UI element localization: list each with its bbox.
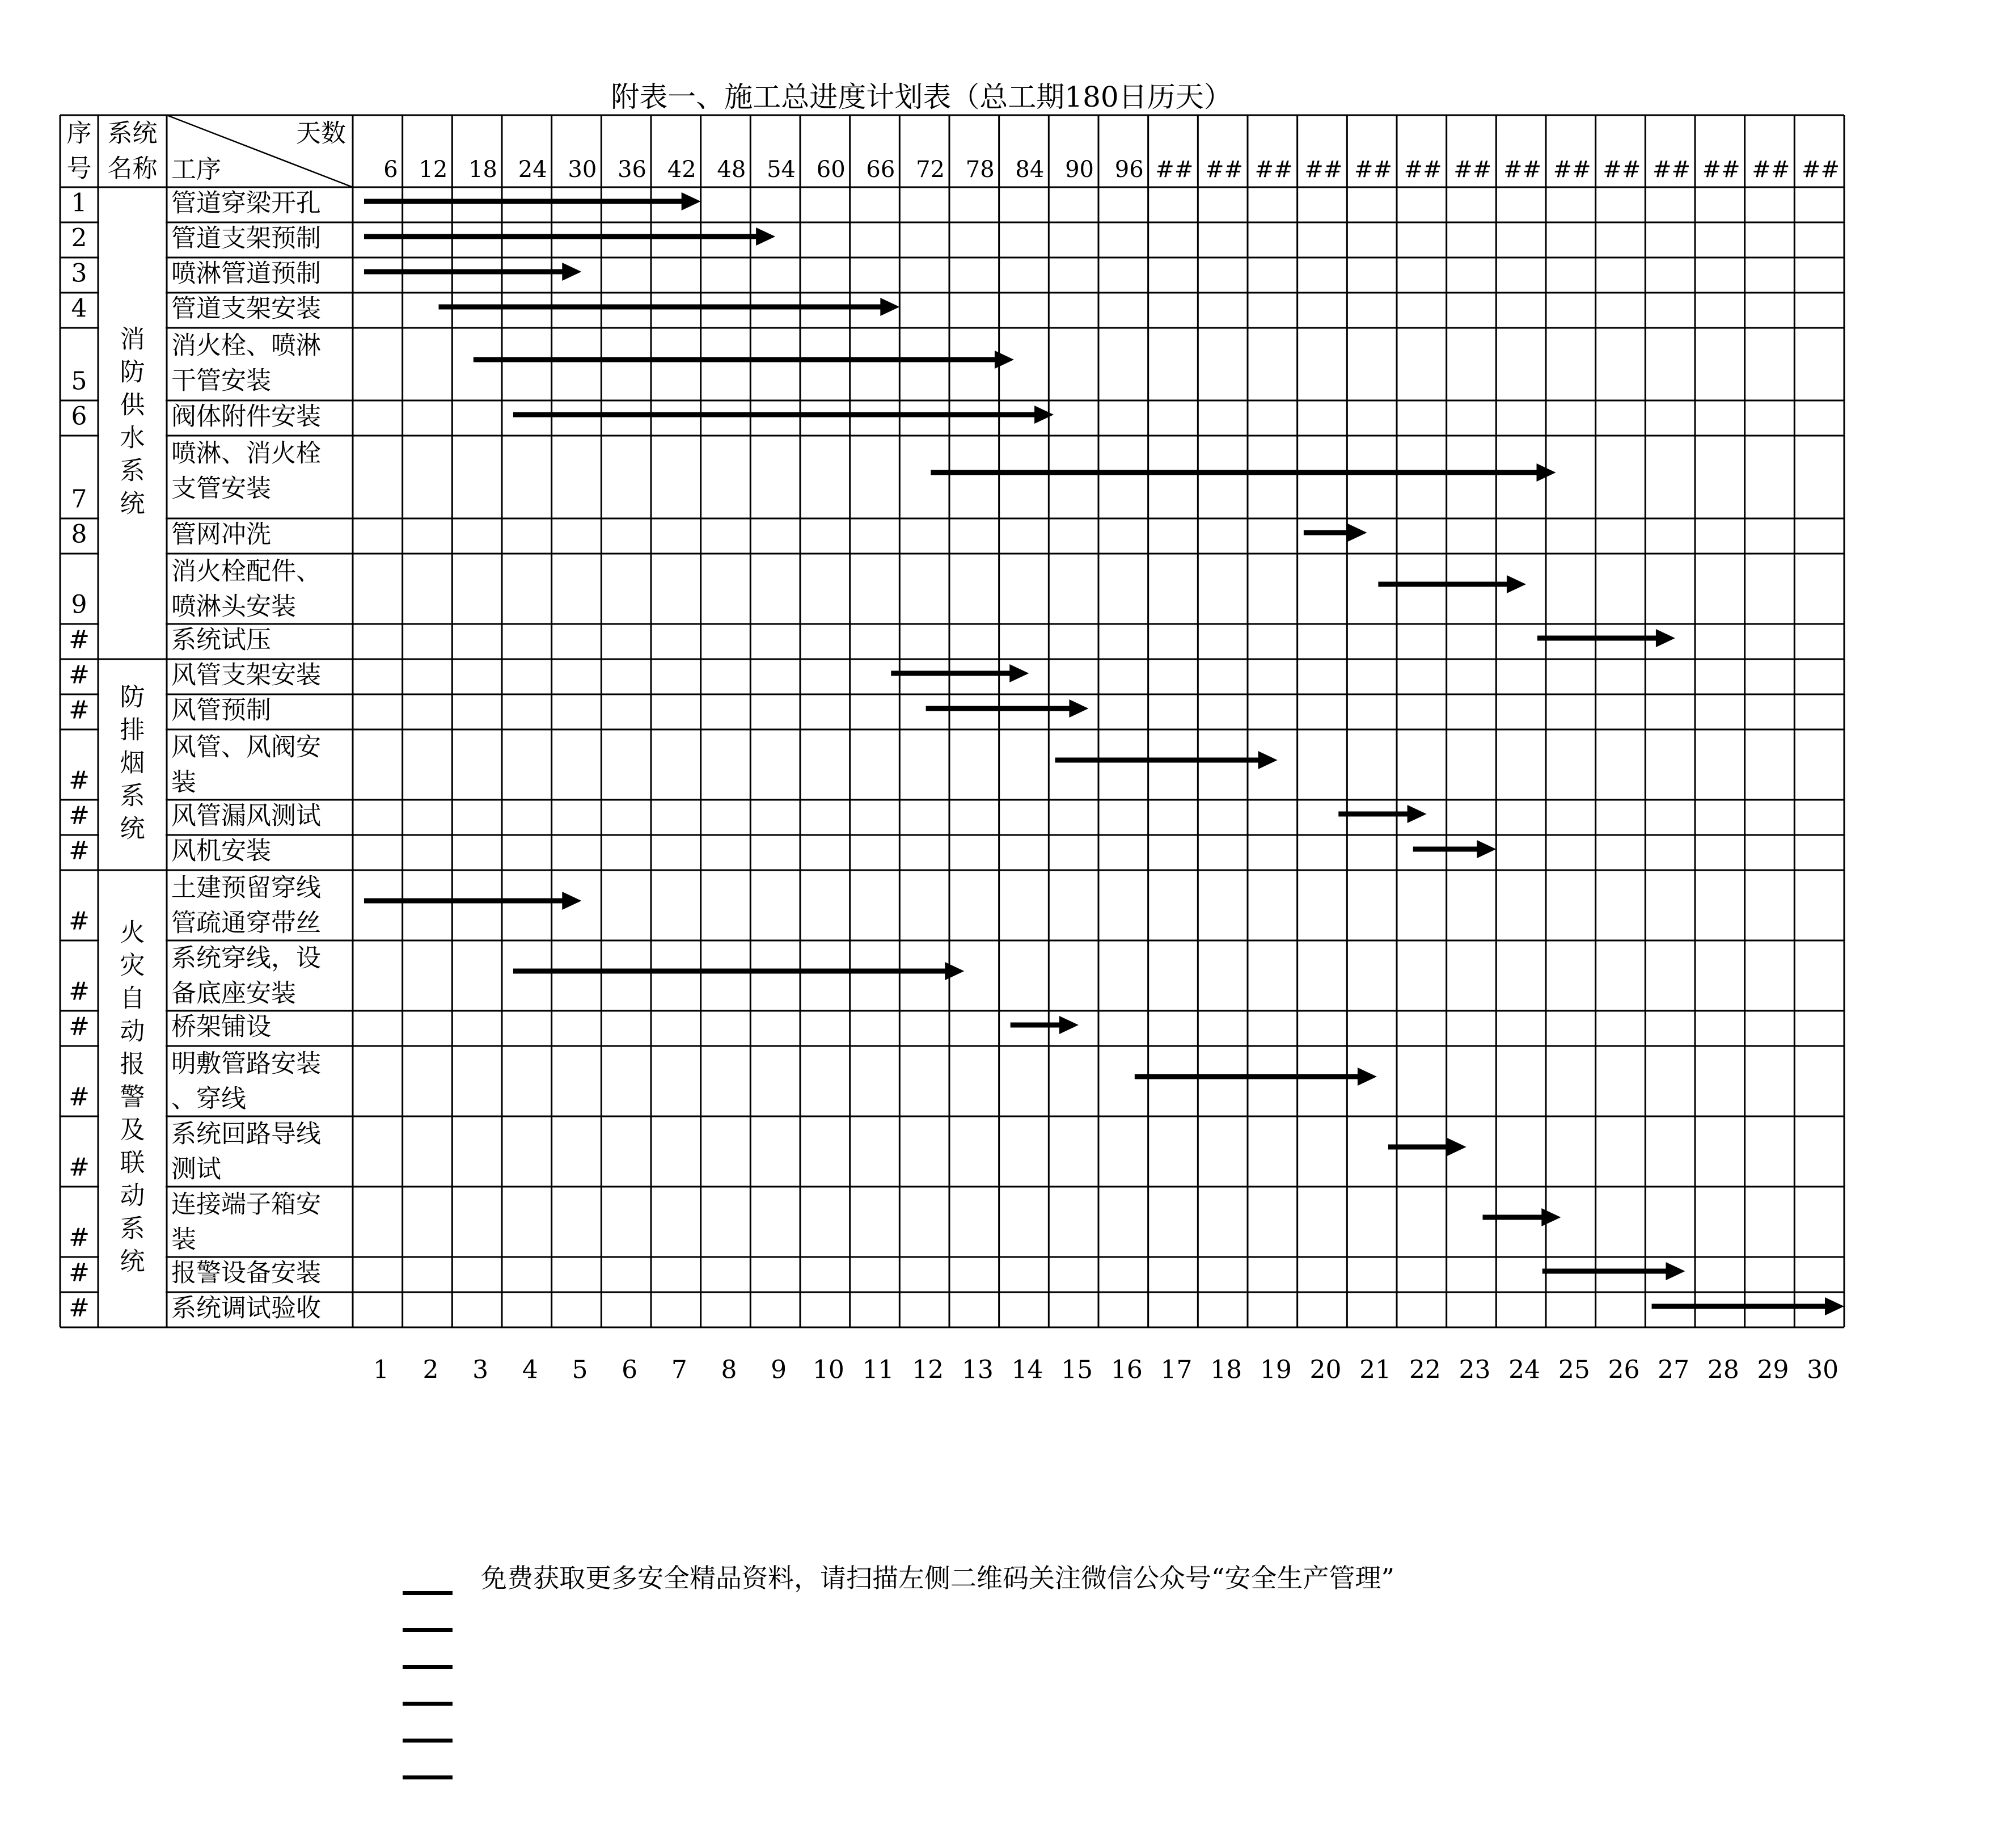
task-number: # bbox=[69, 695, 90, 725]
column-number: 9 bbox=[771, 1355, 787, 1385]
column-number: 2 bbox=[422, 1355, 439, 1385]
column-number: 13 bbox=[961, 1355, 994, 1385]
task-arrow-head bbox=[1059, 1016, 1079, 1034]
system-name-char: 防 bbox=[120, 682, 145, 712]
task-number: # bbox=[69, 625, 90, 655]
day-label: ## bbox=[1354, 157, 1392, 183]
task-number: # bbox=[69, 1258, 90, 1288]
footer-note: 免费获取更多安全精品资料，请扫描左侧二维码关注微信公众号“安全生产管理” bbox=[481, 1563, 1395, 1593]
day-label: 90 bbox=[1065, 157, 1094, 183]
task-number: # bbox=[69, 1223, 90, 1252]
task-name: 消火栓、喷淋 bbox=[171, 331, 321, 360]
column-number: 7 bbox=[671, 1355, 687, 1385]
task-arrow-head bbox=[1666, 1262, 1685, 1280]
task-name: 管道支架安装 bbox=[171, 294, 321, 323]
task-arrow-head bbox=[756, 227, 775, 246]
day-label: ## bbox=[1752, 157, 1790, 183]
task-number: # bbox=[69, 660, 90, 690]
day-label: 36 bbox=[618, 157, 646, 183]
system-name-char: 及 bbox=[120, 1115, 145, 1145]
column-number: 24 bbox=[1508, 1355, 1541, 1385]
system-name-char: 警 bbox=[120, 1082, 145, 1112]
day-label: 6 bbox=[383, 157, 398, 183]
system-name-char: 系 bbox=[120, 1214, 145, 1243]
column-number: 18 bbox=[1210, 1355, 1242, 1385]
task-name: 系统回路导线 bbox=[171, 1119, 321, 1149]
task-number: 7 bbox=[71, 484, 87, 514]
day-label: 54 bbox=[767, 157, 796, 183]
header-system: 名称 bbox=[107, 154, 158, 183]
system-name-char: 系 bbox=[120, 781, 145, 811]
column-number: 1 bbox=[373, 1355, 389, 1385]
day-label: ## bbox=[1404, 157, 1442, 183]
task-arrow-head bbox=[880, 298, 899, 316]
day-label: ## bbox=[1553, 157, 1591, 183]
column-number: 25 bbox=[1558, 1355, 1590, 1385]
qr-placeholder-line bbox=[403, 1739, 453, 1743]
column-number: 4 bbox=[522, 1355, 538, 1385]
system-name-char: 排 bbox=[120, 715, 145, 745]
column-number: 11 bbox=[862, 1355, 894, 1385]
qr-placeholder-line bbox=[403, 1591, 453, 1595]
day-label: ## bbox=[1254, 157, 1293, 183]
column-number: 14 bbox=[1011, 1355, 1043, 1385]
day-label: 48 bbox=[717, 157, 746, 183]
task-name: 报警设备安装 bbox=[171, 1258, 321, 1288]
task-arrow-head bbox=[562, 892, 581, 910]
task-name: 装 bbox=[171, 767, 196, 797]
task-number: # bbox=[69, 1082, 90, 1112]
day-label: 72 bbox=[916, 157, 945, 183]
day-label: 18 bbox=[468, 157, 497, 183]
task-arrow-head bbox=[995, 351, 1014, 369]
system-name-char: 动 bbox=[120, 1016, 145, 1046]
task-name: 风管漏风测试 bbox=[171, 801, 321, 830]
day-label: ## bbox=[1603, 157, 1641, 183]
task-number: 9 bbox=[71, 590, 87, 619]
system-name-char: 供 bbox=[120, 390, 145, 420]
day-label: 12 bbox=[419, 157, 448, 183]
system-name-char: 统 bbox=[120, 489, 145, 518]
task-name: 管疏通穿带丝 bbox=[171, 908, 321, 938]
day-label: 42 bbox=[667, 157, 696, 183]
system-name-char: 联 bbox=[120, 1148, 145, 1178]
column-number: 6 bbox=[622, 1355, 638, 1385]
column-number: 3 bbox=[472, 1355, 489, 1385]
day-label: 24 bbox=[518, 157, 547, 183]
task-name: 明敷管路安装 bbox=[171, 1049, 321, 1078]
task-number: 8 bbox=[71, 520, 87, 549]
column-number: 30 bbox=[1807, 1355, 1839, 1385]
task-number: 3 bbox=[71, 259, 87, 288]
task-name: 备底座安装 bbox=[171, 978, 296, 1008]
column-number: 28 bbox=[1707, 1355, 1739, 1385]
task-name: 管道支架预制 bbox=[171, 223, 321, 253]
column-number: 10 bbox=[812, 1355, 844, 1385]
task-name: 连接端子箱安 bbox=[171, 1189, 321, 1219]
day-label: ## bbox=[1304, 157, 1343, 183]
system-name-char: 统 bbox=[120, 1247, 145, 1276]
task-name: 系统穿线，设 bbox=[171, 943, 321, 973]
header-index: 号 bbox=[66, 154, 92, 183]
page-title: 附表一、施工总进度计划表（总工期180日历天） bbox=[611, 81, 1232, 113]
column-number: 8 bbox=[721, 1355, 737, 1385]
task-arrow-head bbox=[1507, 575, 1526, 593]
task-name: 干管安装 bbox=[171, 366, 271, 395]
task-name: 风管预制 bbox=[171, 695, 271, 725]
task-arrow-head bbox=[1477, 840, 1496, 858]
column-number: 17 bbox=[1160, 1355, 1193, 1385]
system-name-char: 系 bbox=[120, 456, 145, 486]
column-number: 21 bbox=[1359, 1355, 1392, 1385]
task-arrow-head bbox=[1447, 1138, 1466, 1156]
task-arrow-head bbox=[1656, 629, 1675, 647]
task-name: 管道穿梁开孔 bbox=[171, 188, 321, 218]
system-name-char: 水 bbox=[120, 423, 145, 453]
task-arrow-head bbox=[1347, 524, 1367, 542]
system-name-char: 自 bbox=[120, 984, 145, 1013]
qr-placeholder-line bbox=[403, 1665, 453, 1669]
column-number: 29 bbox=[1757, 1355, 1789, 1385]
column-number: 23 bbox=[1459, 1355, 1491, 1385]
column-number: 27 bbox=[1658, 1355, 1690, 1385]
task-number: # bbox=[69, 1153, 90, 1182]
system-name-char: 灾 bbox=[120, 951, 145, 980]
task-arrow-head bbox=[1358, 1068, 1377, 1086]
day-label: ## bbox=[1702, 157, 1740, 183]
system-name-char: 动 bbox=[120, 1181, 145, 1210]
task-number: # bbox=[69, 766, 90, 795]
day-label: ## bbox=[1204, 157, 1243, 183]
task-arrow-head bbox=[1825, 1297, 1844, 1315]
task-name: 土建预留穿线 bbox=[171, 873, 321, 902]
day-label: ## bbox=[1503, 157, 1541, 183]
task-arrow-head bbox=[945, 962, 964, 980]
task-number: # bbox=[69, 1012, 90, 1041]
day-label: ## bbox=[1453, 157, 1492, 183]
qr-placeholder-line bbox=[403, 1702, 453, 1706]
column-number: 20 bbox=[1309, 1355, 1342, 1385]
header-process: 工序 bbox=[171, 155, 221, 184]
column-number: 19 bbox=[1260, 1355, 1292, 1385]
task-name: 、穿线 bbox=[171, 1084, 246, 1113]
task-number: # bbox=[69, 1293, 90, 1323]
day-label: 66 bbox=[866, 157, 895, 183]
task-name: 消火栓配件、 bbox=[171, 556, 321, 586]
system-name-char: 防 bbox=[120, 357, 145, 387]
task-number: # bbox=[69, 801, 90, 830]
day-label: 84 bbox=[1015, 157, 1045, 183]
day-label: ## bbox=[1155, 157, 1194, 183]
task-name: 桥架铺设 bbox=[171, 1012, 271, 1041]
task-number: # bbox=[69, 836, 90, 866]
task-arrow-head bbox=[1258, 751, 1278, 769]
task-name: 阀体附件安装 bbox=[171, 402, 321, 431]
column-number: 26 bbox=[1608, 1355, 1640, 1385]
day-label: 30 bbox=[568, 157, 597, 183]
system-name-char: 统 bbox=[120, 814, 145, 843]
task-name: 系统试压 bbox=[171, 625, 271, 655]
qr-placeholder-line bbox=[403, 1628, 453, 1632]
task-name: 喷淋、消火栓 bbox=[171, 438, 321, 468]
day-label: ## bbox=[1652, 157, 1690, 183]
task-arrow-head bbox=[1408, 805, 1427, 823]
task-name: 测试 bbox=[171, 1154, 221, 1184]
system-name-char: 消 bbox=[120, 324, 145, 354]
task-name: 风管支架安装 bbox=[171, 660, 321, 690]
task-number: # bbox=[69, 977, 90, 1006]
task-name: 喷淋管道预制 bbox=[171, 259, 321, 288]
day-label: 60 bbox=[816, 157, 846, 183]
task-number: 5 bbox=[71, 366, 87, 396]
header-system: 系统 bbox=[107, 119, 158, 148]
column-number: 15 bbox=[1061, 1355, 1093, 1385]
task-arrow-head bbox=[682, 192, 701, 210]
column-number: 12 bbox=[912, 1355, 944, 1385]
task-number: 6 bbox=[71, 402, 87, 431]
day-label: 78 bbox=[965, 157, 995, 183]
qr-placeholder-line bbox=[403, 1775, 453, 1779]
task-number: 1 bbox=[71, 188, 87, 218]
task-arrow-head bbox=[1009, 664, 1029, 682]
task-name: 支管安装 bbox=[171, 474, 271, 503]
task-name: 喷淋头安装 bbox=[171, 592, 296, 621]
day-label: ## bbox=[1801, 157, 1840, 183]
system-name-char: 报 bbox=[120, 1049, 145, 1079]
task-arrow-head bbox=[1541, 1208, 1561, 1226]
task-arrow-head bbox=[1034, 406, 1054, 424]
task-arrow-head bbox=[562, 263, 581, 281]
task-number: 2 bbox=[71, 223, 87, 253]
task-name: 管网冲洗 bbox=[171, 520, 271, 549]
system-name-char: 烟 bbox=[120, 748, 145, 778]
task-name: 装 bbox=[171, 1225, 196, 1254]
task-number: 4 bbox=[71, 294, 87, 323]
header-index: 序 bbox=[66, 119, 92, 148]
column-number: 5 bbox=[572, 1355, 588, 1385]
header-days: 天数 bbox=[296, 119, 346, 148]
column-number: 16 bbox=[1110, 1355, 1143, 1385]
day-label: 96 bbox=[1114, 157, 1144, 183]
column-number: 22 bbox=[1409, 1355, 1441, 1385]
system-name-char: 火 bbox=[120, 918, 145, 947]
task-name: 系统调试验收 bbox=[171, 1293, 321, 1323]
task-name: 风管、风阀安 bbox=[171, 732, 321, 762]
task-name: 风机安装 bbox=[171, 836, 271, 866]
task-arrow-head bbox=[1069, 699, 1088, 718]
task-number: # bbox=[69, 906, 90, 936]
